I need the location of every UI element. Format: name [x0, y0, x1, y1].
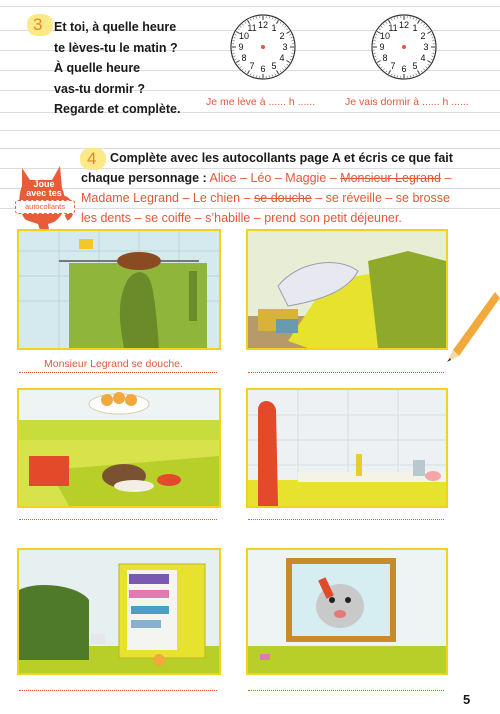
- struck-word: se douche: [254, 191, 312, 205]
- exercise-3-question: [54, 17, 180, 120]
- clock-number: 10: [379, 31, 390, 41]
- word-list: – se réveille – se brosse: [311, 191, 450, 205]
- answer-line-panel-2[interactable]: [248, 372, 444, 373]
- page-number: 5: [463, 692, 471, 707]
- clock-number: 3: [423, 42, 429, 52]
- instruction-text: chaque personnage :: [81, 171, 207, 185]
- clock-number: 1: [271, 22, 277, 33]
- exercise-4-number: 4: [87, 149, 97, 168]
- panel-kitchen: [17, 388, 221, 508]
- clock-number: 7: [249, 61, 255, 72]
- clock-number: 5: [412, 61, 418, 72]
- exercise-3-line: te lèves-tu le matin ?: [54, 40, 178, 55]
- panel-wardrobe: [17, 548, 221, 675]
- clock-number: 11: [388, 22, 398, 33]
- panel-bed: [246, 229, 448, 350]
- badge-line: avec tes: [26, 188, 62, 198]
- ruled-line: [0, 130, 500, 131]
- clock-center-dot: [402, 45, 406, 49]
- clock-bedtime: [369, 12, 439, 82]
- badge-autocollants-label: autocollants: [15, 200, 75, 214]
- clock-number: 4: [279, 53, 285, 63]
- panel-1-answer: Monsieur Legrand se douche.: [44, 358, 183, 370]
- answer-line-panel-3[interactable]: [19, 519, 217, 520]
- answer-line-panel-4[interactable]: [248, 519, 444, 520]
- exercise-4-instruction: [110, 148, 453, 168]
- clock-number: 6: [401, 64, 407, 74]
- exercise-3-number: 3: [33, 15, 43, 34]
- answer-line-panel-6[interactable]: [248, 690, 444, 691]
- word-list: Madame Legrand – Le chien –: [81, 191, 255, 205]
- word-list: –: [440, 171, 452, 185]
- clock-number: 5: [271, 61, 277, 72]
- struck-word: Monsieur Legrand: [340, 171, 441, 185]
- clock-number: 8: [241, 53, 247, 63]
- exercise-3-line: À quelle heure: [54, 61, 141, 75]
- clock-number: 2: [279, 31, 285, 41]
- word-list: les dents – se coiffe – s’habille – prend son petit déjeuner.: [81, 211, 402, 225]
- clock-number: 11: [247, 22, 257, 33]
- clock-wake-up: [228, 12, 298, 82]
- clock-number: 1: [412, 22, 418, 33]
- clock-number: 10: [238, 31, 249, 41]
- clock-number: 12: [398, 20, 410, 30]
- bedtime-answer-line: Je vais dormir à ...... h ......: [345, 96, 469, 108]
- exercise-4-word-list-line-3: [81, 208, 402, 228]
- badge-line: Joue: [33, 179, 55, 189]
- instruction-text: Complète avec les autocollants page A et écris ce que fait: [110, 151, 453, 165]
- exercise-3-line: vas-tu dormir ?: [54, 81, 145, 96]
- exercise-4-word-list-line-2: [81, 188, 450, 208]
- panel-dog-mirror: [246, 548, 448, 675]
- clock-center-dot: [261, 45, 265, 49]
- clock-number: 4: [420, 53, 426, 63]
- clock-number: 3: [282, 42, 288, 52]
- clock-number: 2: [420, 31, 426, 41]
- pencil-icon: [445, 292, 500, 364]
- clock-number: 9: [379, 42, 385, 52]
- answer-line-panel-5[interactable]: [19, 690, 217, 691]
- panel-bathroom: [246, 388, 448, 508]
- panel-shower: [17, 229, 221, 350]
- exercise-3-line: Et toi, à quelle heure: [54, 20, 177, 34]
- ruled-line: [0, 6, 500, 7]
- clock-number: 12: [257, 20, 269, 30]
- word-list: Alice – Léo – Maggie –: [209, 171, 337, 185]
- exercise-3-line: Regarde et complète.: [54, 102, 181, 116]
- answer-line-panel-1[interactable]: [19, 372, 217, 373]
- clock-number: 9: [238, 42, 244, 52]
- clock-number: 7: [390, 61, 396, 72]
- wake-up-answer-line: Je me lève à ...... h ......: [206, 96, 316, 108]
- sticker-badge-text: [22, 180, 66, 198]
- exercise-4-word-list-line-1: [81, 168, 451, 188]
- clock-number: 6: [260, 64, 266, 74]
- clock-number: 8: [382, 53, 388, 63]
